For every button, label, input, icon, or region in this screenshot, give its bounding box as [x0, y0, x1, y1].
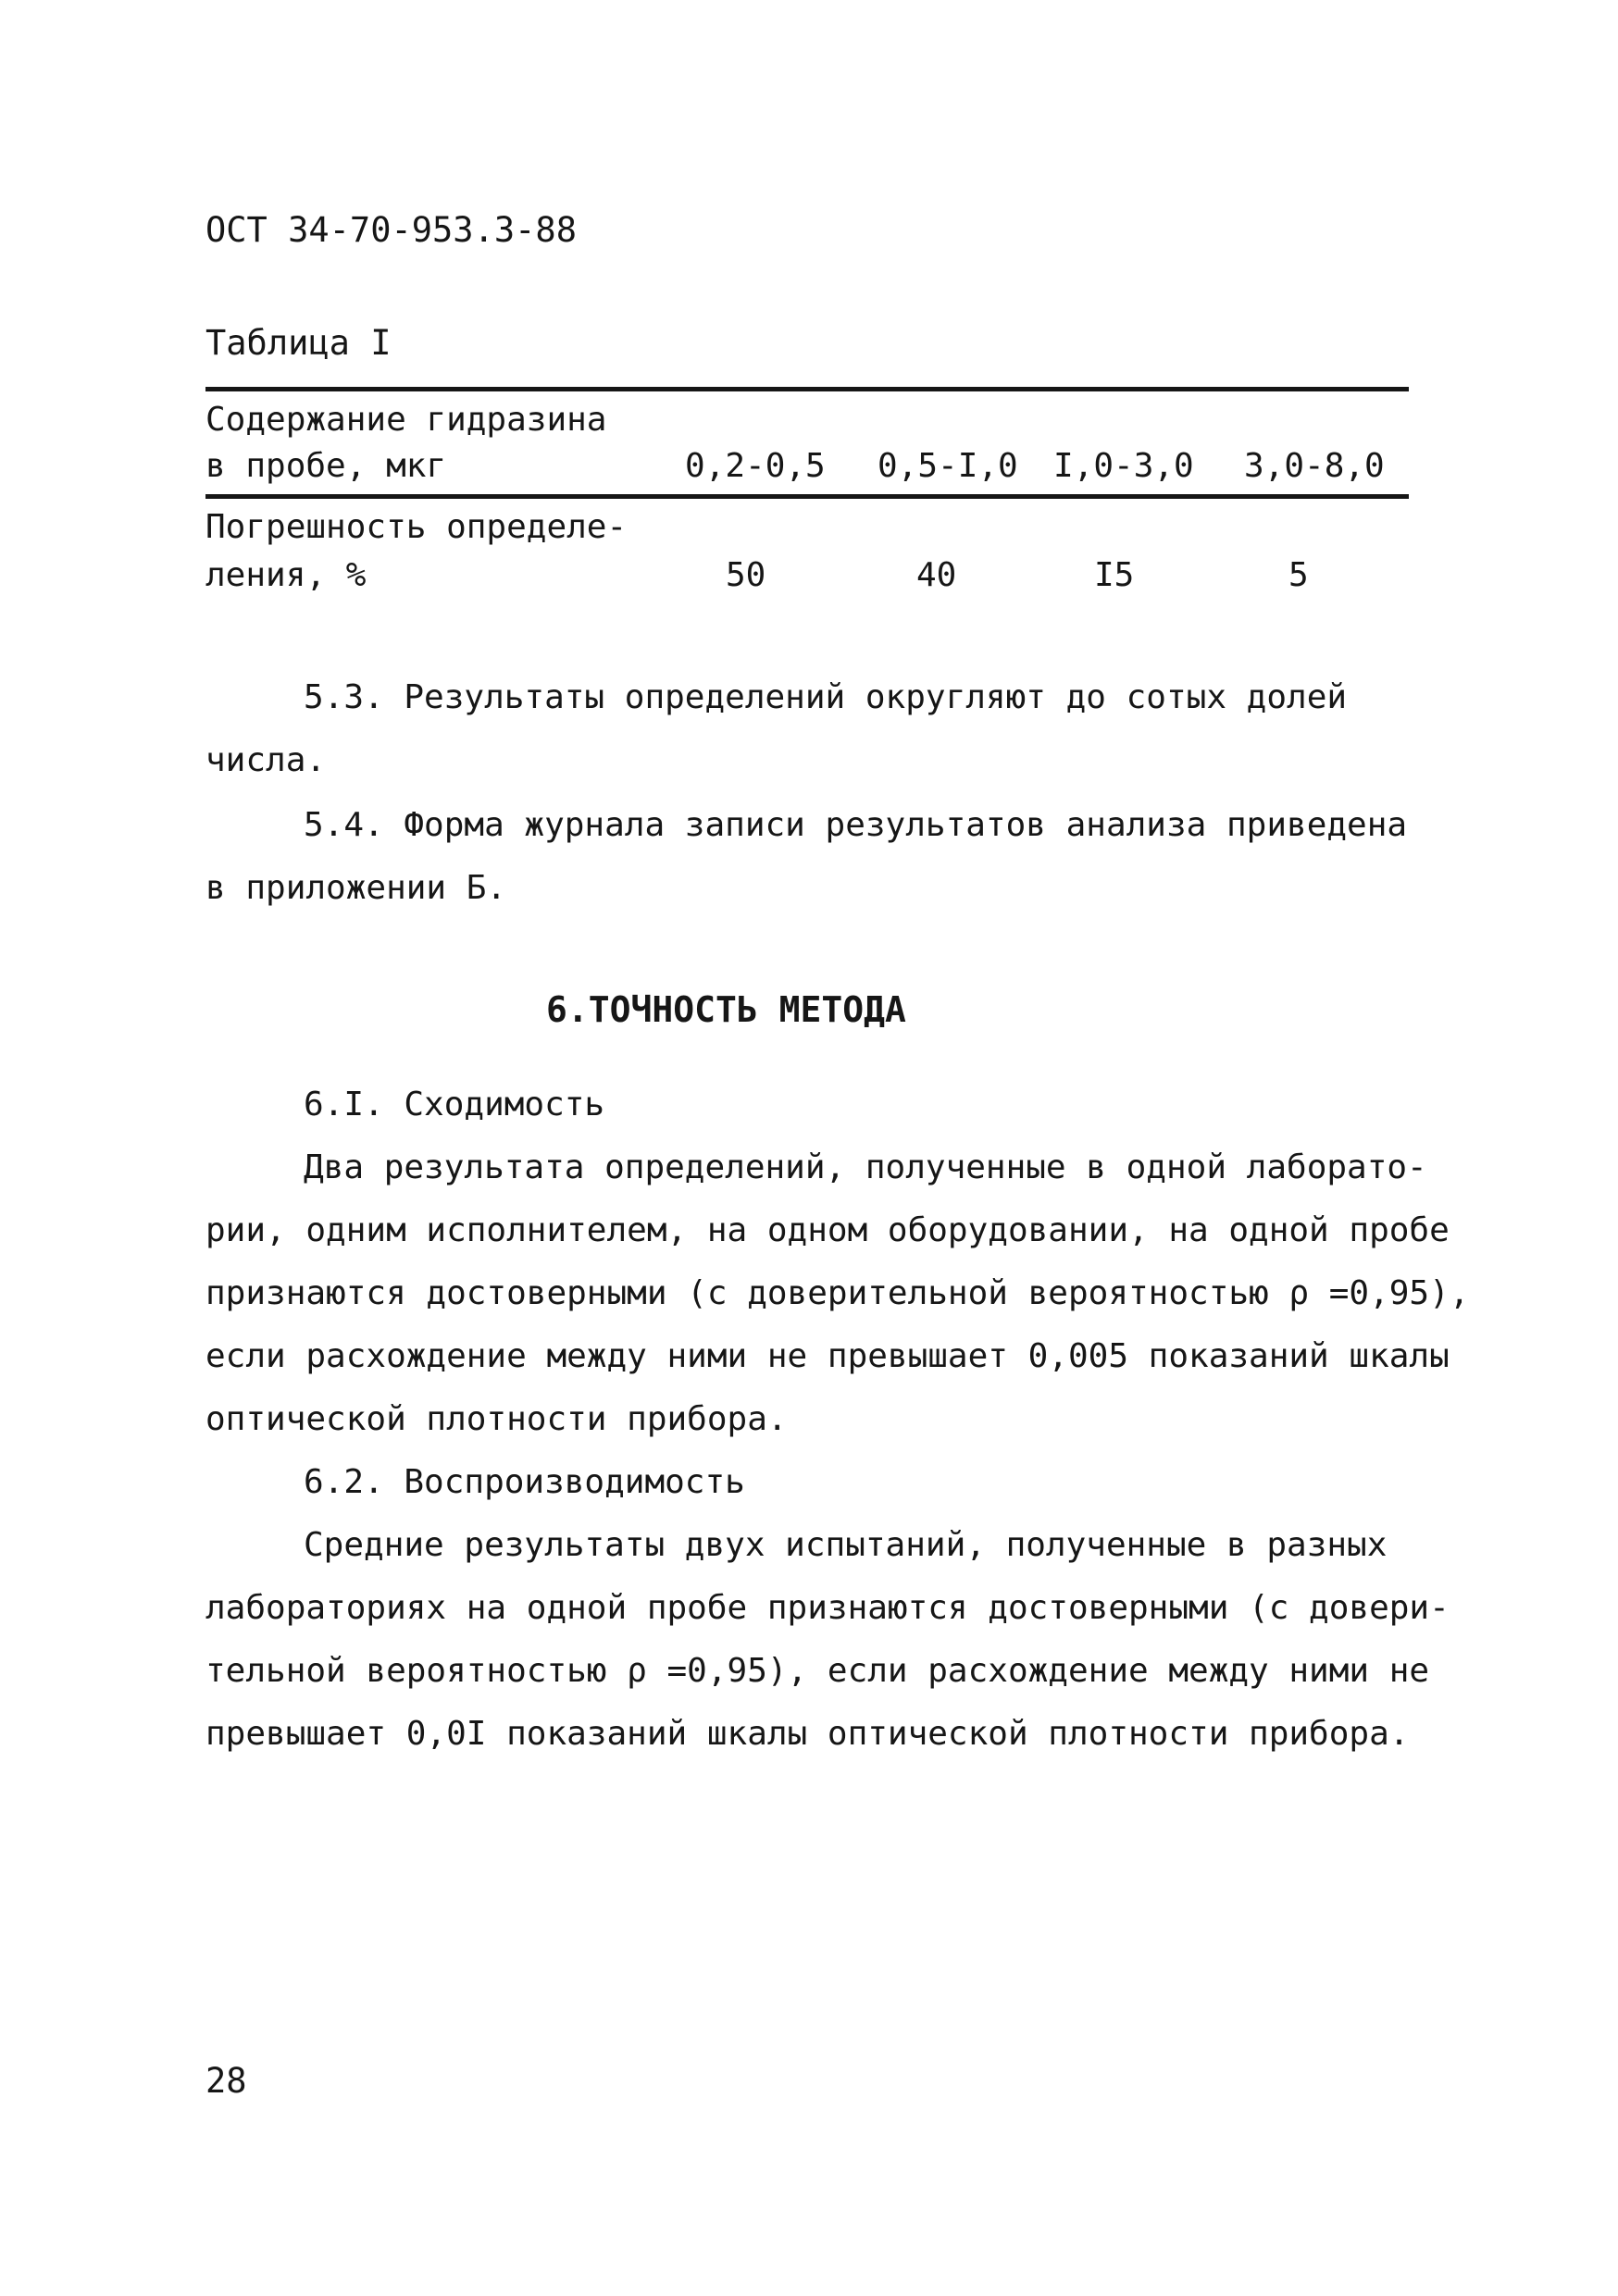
table-mid-rule — [205, 494, 1409, 499]
row1-header-line1: Содержание гидразина — [205, 401, 607, 439]
table-value-2: 40 — [916, 556, 957, 594]
table-column-2: 0,5-I,0 — [877, 447, 1018, 485]
section-6-1-line5: оптической плотности прибора. — [205, 1400, 788, 1438]
section-6-2 — [205, 1451, 1450, 1766]
table-column-3: I,0-3,0 — [1053, 447, 1194, 485]
section-6-1-line1: Два результата определений, полученные в одной лаборато- — [304, 1148, 1427, 1186]
table-value-1: 50 — [726, 556, 766, 594]
section-6-1 — [205, 1074, 1470, 1451]
row2-header-line2: ления, % — [205, 556, 367, 594]
document-code: ОСТ 34-70-953.3-88 — [205, 210, 577, 250]
table-value-4: 5 — [1288, 556, 1309, 594]
table-column-4: 3,0-8,0 — [1244, 447, 1385, 485]
table-column-1: 0,2-0,5 — [685, 447, 826, 485]
table-caption: Таблица I — [205, 323, 392, 363]
page-number: 28 — [205, 2061, 247, 2101]
section-6-2-line1: Средние результаты двух испытаний, полученные в разных — [304, 1526, 1388, 1564]
section-6-1-heading: 6.I. Сходимость — [304, 1086, 605, 1123]
section-6-2-line2: лабораториях на одной пробе признаются достоверными (с довери- — [205, 1589, 1450, 1627]
paragraph-5-3-line1: 5.3. Результаты определений округляют до сотых долей — [304, 678, 1348, 716]
section-6-2-line3: тельной вероятностью ρ =0,95), если расхождение между ними не — [205, 1652, 1430, 1690]
section-6-2-line4: превышает 0,0I показаний шкалы оптической плотности прибора. — [205, 1715, 1410, 1753]
section-6-1-line2: рии, одним исполнителем, на одном оборудовании, на одной пробе — [205, 1211, 1450, 1249]
table-top-rule — [205, 387, 1409, 391]
paragraph-5-4-line2: в приложении Б. — [205, 869, 507, 907]
row1-header-line2: в пробе, мкг — [205, 447, 447, 485]
table-value-3: I5 — [1094, 556, 1135, 594]
section-6-title: 6.ТОЧНОСТЬ МЕТОДА — [546, 989, 906, 1030]
paragraph-5-3 — [205, 666, 1427, 792]
section-6-1-line4: если расхождение между ними не превышает 0,005 показаний шкалы — [205, 1337, 1450, 1375]
paragraph-5-4-line1: 5.4. Форма журнала записи результатов анализа приведена — [304, 806, 1408, 844]
section-6-1-line3: признаются достоверными (с доверительной вероятностью ρ =0,95), — [205, 1274, 1470, 1312]
paragraph-5-3-line2: числа. — [205, 741, 327, 779]
paragraph-5-4 — [205, 794, 1427, 920]
section-6-2-heading: 6.2. Воспроизводимость — [304, 1463, 745, 1501]
row2-header-line1: Погрешность определе- — [205, 508, 628, 546]
